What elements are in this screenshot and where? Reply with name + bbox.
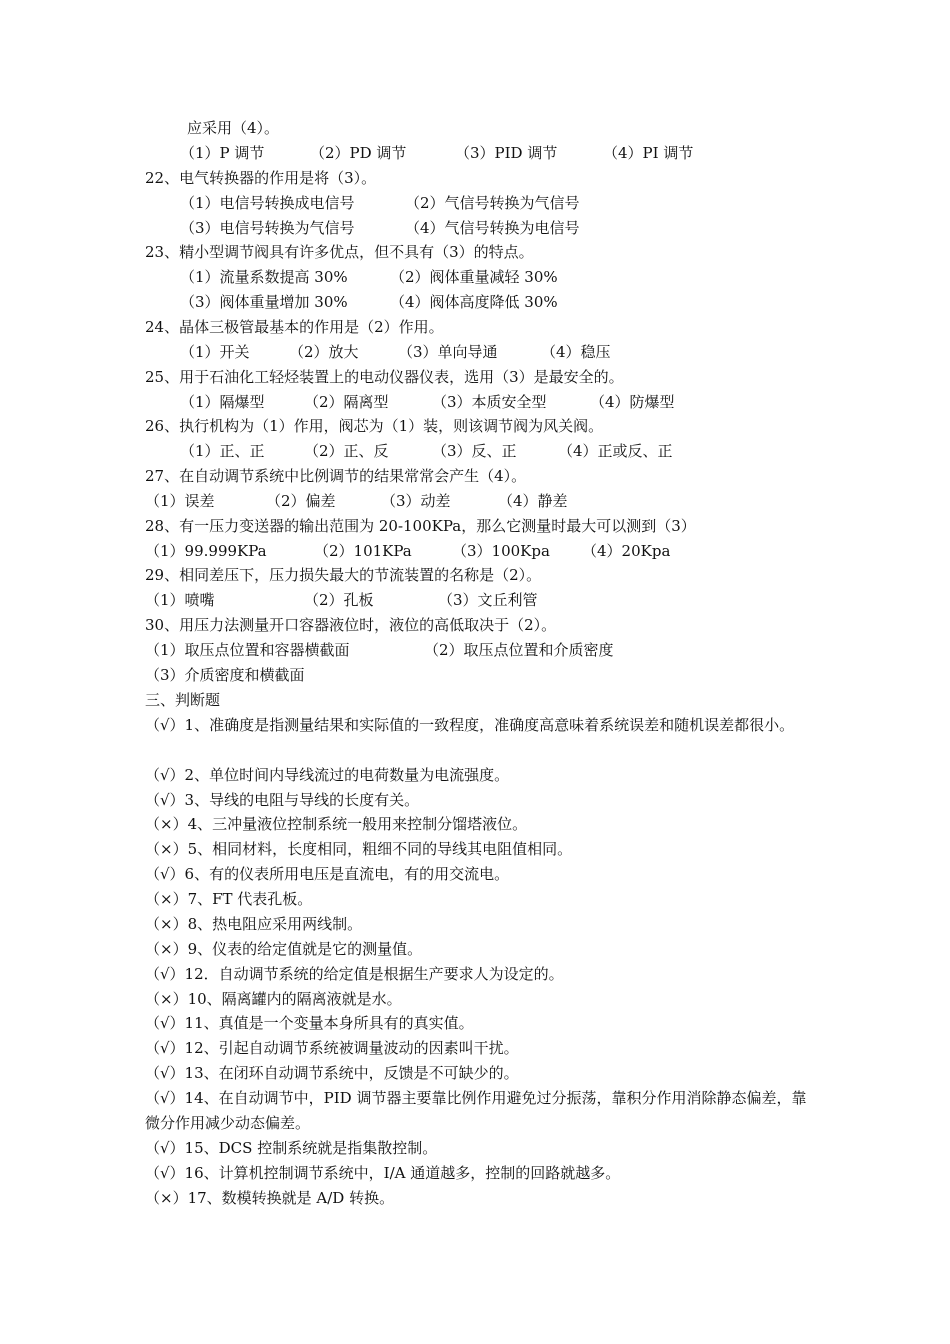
q23-stem-line <box>0 240 950 265</box>
q22-option-1: （1）电信号转换成电信号 <box>180 194 355 212</box>
q30-options-row1 <box>0 638 950 663</box>
q28-options <box>0 539 950 564</box>
q24-option-1: （1）开关 <box>180 343 250 361</box>
q27-option-3: （3）动差 <box>381 492 451 510</box>
q21-option-2: （2）PD 调节 <box>310 144 407 162</box>
q29-option-2: （2）孔板 <box>304 591 374 609</box>
q26-option-3: （3）反、正 <box>432 442 517 460</box>
judgment-item: （√）16、计算机控制调节系统中，I/A 通道越多，控制的回路就越多。 <box>145 1164 621 1182</box>
q22-option-2: （2）气信号转换为气信号 <box>405 194 580 212</box>
q28-option-4: （4）20Kpa <box>582 542 671 560</box>
q26-option-2: （2）正、反 <box>304 442 389 460</box>
judgment-item: （√）11、真值是一个变量本身所具有的真实值。 <box>145 1014 474 1032</box>
q22-option-4: （4）气信号转换为电信号 <box>405 219 580 237</box>
q24-stem: 24、晶体三极管最基本的作用是（2）作用。 <box>145 318 444 336</box>
q24-stem-line <box>0 315 950 340</box>
q27-stem-line <box>0 464 950 489</box>
q29-option-3: （3）文丘利管 <box>438 591 538 609</box>
q27-stem: 27、在自动调节系统中比例调节的结果常常会产生（4）。 <box>145 467 527 485</box>
q26-stem: 26、执行机构为（1）作用，阀芯为（1）装，则该调节阀为风关阀。 <box>145 417 604 435</box>
judgment-item: （√）3、导线的电阻与导线的长度有关。 <box>145 791 420 809</box>
q30-stem: 30、用压力法测量开口容器液位时，液位的高低取决于（2）。 <box>145 616 557 634</box>
q23-option-1: （1）流量系数提高 30% <box>180 268 348 286</box>
judgment-item: （×）9、仪表的给定值就是它的测量值。 <box>145 940 423 958</box>
q21-options <box>0 141 950 166</box>
q21-stem-line <box>0 116 950 141</box>
q21-option-4: （4）PI 调节 <box>603 144 694 162</box>
q25-option-2: （2）隔离型 <box>304 393 389 411</box>
judgment-item: （√）2、单位时间内导线流过的电荷数量为电流强度。 <box>145 766 510 784</box>
q21-option-3: （3）PID 调节 <box>455 144 558 162</box>
judgment-item: （√）14、在自动调节中，PID 调节器主要靠比例作用避免过分振荡，靠积分作用消除静态偏差，靠微分作用减少动态偏差。 <box>145 1089 807 1132</box>
q30-stem-line <box>0 613 950 638</box>
q22-stem-line <box>0 166 950 191</box>
q30-option-2: （2）取压点位置和介质密度 <box>424 641 614 659</box>
q22-options-row1 <box>0 191 950 216</box>
judgment-item: （×）5、相同材料，长度相同，粗细不同的导线其电阻值相同。 <box>145 840 573 858</box>
judgment-item: （×）17、数模转换就是 A/D 转换。 <box>145 1189 395 1207</box>
judgment-item: （√）12．自动调节系统的给定值是根据生产要求人为设定的。 <box>145 965 564 983</box>
q21-stem: 应采用（4）。 <box>187 119 280 137</box>
q26-options <box>0 439 950 464</box>
q29-stem-line <box>0 563 950 588</box>
q26-option-1: （1）正、正 <box>180 442 265 460</box>
q28-option-1: （1）99.999KPa <box>145 542 267 560</box>
section-heading-line <box>0 688 950 713</box>
judgment-item: （×）7、FT 代表孔板。 <box>145 890 313 908</box>
judgment-item: （×）10、隔离罐内的隔离液就是水。 <box>145 990 402 1008</box>
q26-stem-line <box>0 414 950 439</box>
q23-options-row1 <box>0 265 950 290</box>
q29-option-1: （1）喷嘴 <box>145 591 215 609</box>
q24-option-3: （3）单向导通 <box>398 343 498 361</box>
q24-option-4: （4）稳压 <box>541 343 611 361</box>
q25-option-1: （1）隔爆型 <box>180 393 265 411</box>
judgment-item: （√）15、DCS 控制系统就是指集散控制。 <box>145 1139 438 1157</box>
q23-option-3: （3）阀体重量增加 30% <box>180 293 348 311</box>
judgment-item: （√）12、引起自动调节系统被调量波动的因素叫干扰。 <box>145 1039 519 1057</box>
q21-option-1: （1）P 调节 <box>180 144 265 162</box>
q24-option-2: （2）放大 <box>289 343 359 361</box>
q23-stem: 23、精小型调节阀具有许多优点，但不具有（3）的特点。 <box>145 243 534 261</box>
q29-stem: 29、相同差压下，压力损失最大的节流装置的名称是（2）。 <box>145 566 542 584</box>
q29-options <box>0 588 950 613</box>
q22-options-row2 <box>0 216 950 241</box>
q25-stem: 25、用于石油化工轻烃装置上的电动仪器仪表，选用（3）是最安全的。 <box>145 368 624 386</box>
q22-option-3: （3）电信号转换为气信号 <box>180 219 355 237</box>
q24-options <box>0 340 950 365</box>
q23-option-2: （2）阀体重量减轻 30% <box>390 268 558 286</box>
q28-stem-line <box>0 514 950 539</box>
q25-option-4: （4）防爆型 <box>590 393 675 411</box>
q25-option-3: （3）本质安全型 <box>432 393 547 411</box>
q27-option-2: （2）偏差 <box>266 492 336 510</box>
q22-stem: 22、电气转换器的作用是将（3）。 <box>145 169 377 187</box>
q23-options-row2 <box>0 290 950 315</box>
q26-option-4: （4）正或反、正 <box>558 442 673 460</box>
q28-stem: 28、有一压力变送器的输出范围为 20-100KPa，那么它测量时最大可以测到（3） <box>145 517 696 535</box>
q27-option-1: （1）误差 <box>145 492 215 510</box>
q30-option-3: （3）介质密度和横截面 <box>145 666 305 684</box>
q30-option-1: （1）取压点位置和容器横截面 <box>145 641 350 659</box>
q27-option-4: （4）静差 <box>498 492 568 510</box>
judgment-item: （√）1、准确度是指测量结果和实际值的一致程度，准确度高意味着系统误差和随机误差都很小。 <box>145 716 795 734</box>
judgment-item: （√）6、有的仪表所用电压是直流电，有的用交流电。 <box>145 865 510 883</box>
judgment-item: （×）8、热电阻应采用两线制。 <box>145 915 363 933</box>
judgment-item: （×）4、三冲量液位控制系统一般用来控制分馏塔液位。 <box>145 815 528 833</box>
q25-options <box>0 390 950 415</box>
q23-option-4: （4）阀体高度降低 30% <box>390 293 558 311</box>
section-heading: 三、判断题 <box>145 691 221 709</box>
q28-option-2: （2）101KPa <box>314 542 412 560</box>
q30-options-row2 <box>0 663 950 688</box>
q27-options <box>0 489 950 514</box>
judgment-item: （√）13、在闭环自动调节系统中，反馈是不可缺少的。 <box>145 1064 519 1082</box>
q28-option-3: （3）100Kpa <box>452 542 550 560</box>
q25-stem-line <box>0 365 950 390</box>
